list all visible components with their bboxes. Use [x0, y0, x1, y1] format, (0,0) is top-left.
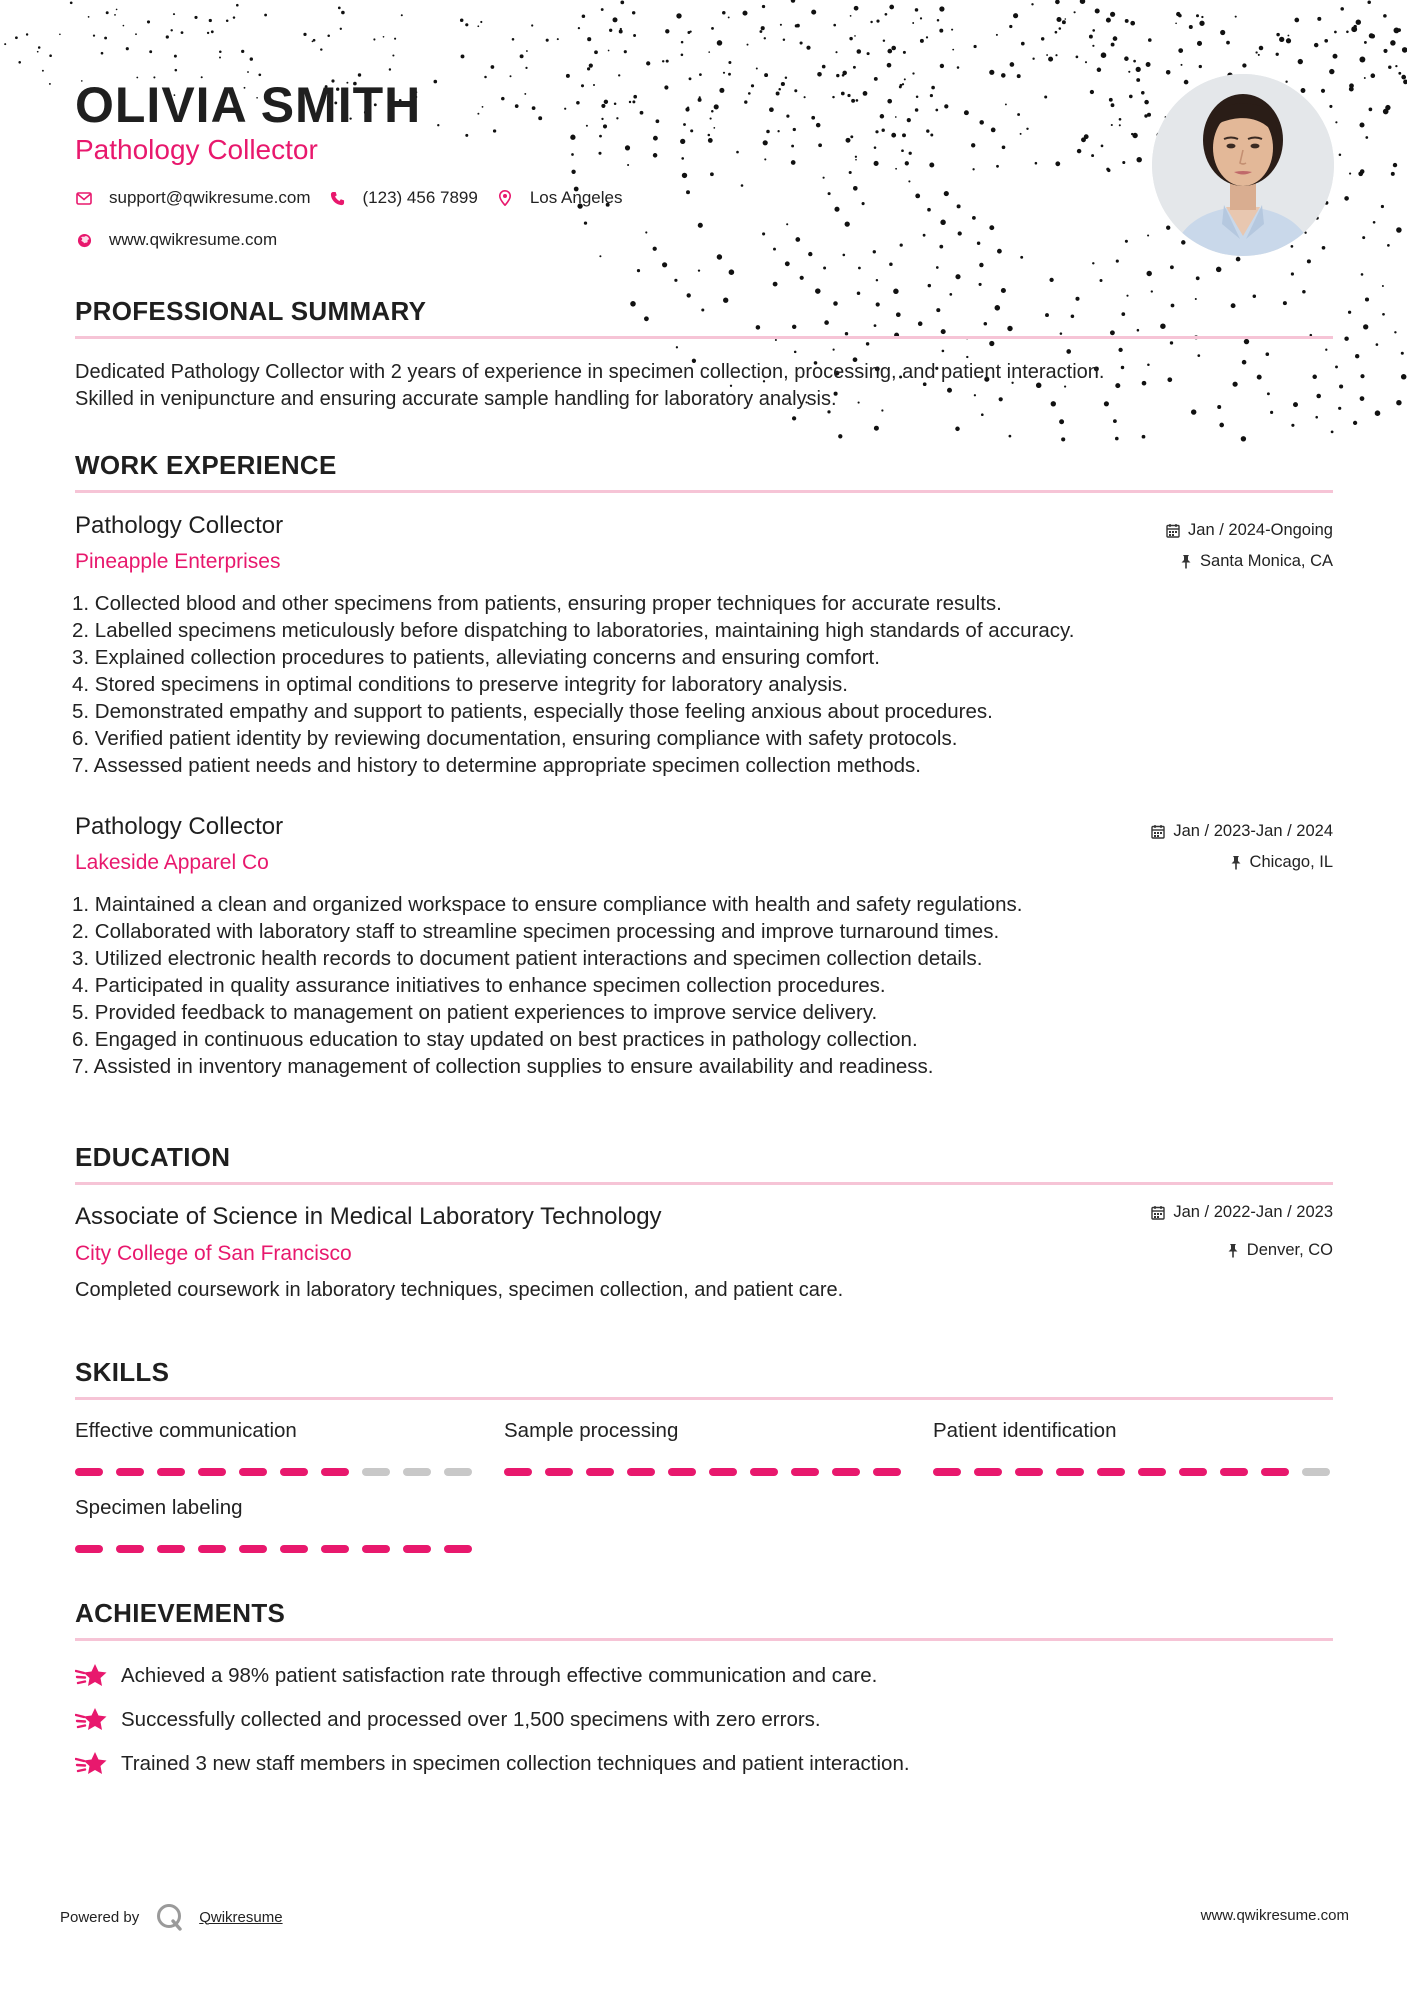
qwikresume-brand-link[interactable]: Qwikresume [199, 1908, 283, 1926]
summary-text [75, 359, 1335, 413]
skill-segment-filled [75, 1545, 103, 1553]
contact-row-primary [75, 188, 640, 208]
profile-photo [1152, 74, 1334, 256]
skill-segment-filled [709, 1468, 737, 1476]
achievement-item [75, 1662, 877, 1690]
skill-segment-filled [280, 1545, 308, 1553]
achievement-text: Successfully collected and processed over 1,500 specimens with zero errors. [121, 1708, 821, 1731]
candidate-name: OLIVIA SMITH [75, 77, 422, 133]
skill-segment-filled [444, 1545, 472, 1553]
skill-level-bar [933, 1468, 1330, 1476]
calendar-icon [1151, 824, 1165, 839]
list-item: 2. Labelled specimens meticulously before dispatching to laboratories, maintaining high standards of accuracy. [72, 619, 1075, 642]
skill-segment-filled [873, 1468, 901, 1476]
achievements-section-title: ACHIEVEMENTS [75, 1598, 286, 1628]
job-dates [1151, 822, 1333, 841]
skill-segment-filled [586, 1468, 614, 1476]
skill-segment-filled [668, 1468, 696, 1476]
skill-name: Specimen labeling [75, 1496, 243, 1519]
list-item: 1. Maintained a clean and organized workspace to ensure compliance with health and safety regulations. [72, 893, 1023, 916]
footer-branding [60, 1902, 283, 1932]
skill-segment-filled [75, 1468, 103, 1476]
education-divider [75, 1182, 1333, 1185]
skill-segment-filled [1097, 1468, 1125, 1476]
job-location [1230, 853, 1333, 872]
skill-segment-filled [157, 1545, 185, 1553]
shooting-star-icon [75, 1750, 109, 1778]
skill-segment-filled [504, 1468, 532, 1476]
achievement-item [75, 1706, 821, 1734]
education-section-title: EDUCATION [75, 1142, 231, 1172]
summary-divider [75, 336, 1333, 339]
skill-segment-empty [444, 1468, 472, 1476]
skill-segment-filled [321, 1468, 349, 1476]
education-description: Completed coursework in laboratory techniques, specimen collection, and patient care. [75, 1279, 844, 1301]
education-location [1227, 1241, 1333, 1260]
contact-row-secondary [75, 230, 295, 250]
skills-section-title: SKILLS [75, 1357, 170, 1387]
job-bullet-list [72, 590, 1342, 779]
shooting-star-icon [75, 1662, 109, 1690]
skill-segment-filled [1056, 1468, 1084, 1476]
pushpin-icon [1180, 554, 1192, 569]
powered-by-label: Powered by [60, 1908, 140, 1926]
school-name: City College of San Francisco [75, 1242, 352, 1265]
skill-segment-filled [1179, 1468, 1207, 1476]
degree-title: Associate of Science in Medical Laboratory Technology [75, 1203, 662, 1230]
candidate-role: Pathology Collector [75, 134, 318, 165]
achievement-text: Achieved a 98% patient satisfaction rate through effective communication and care. [121, 1664, 878, 1687]
qwikresume-logo-icon [155, 1902, 185, 1932]
skill-segment-filled [116, 1468, 144, 1476]
job-location-text: Santa Monica, CA [1200, 552, 1333, 570]
skill-segment-filled [750, 1468, 778, 1476]
skill-segment-filled [403, 1545, 431, 1553]
skill-segment-filled [974, 1468, 1002, 1476]
education-dates [1151, 1203, 1333, 1222]
skill-segment-filled [791, 1468, 819, 1476]
summary-line: Dedicated Pathology Collector with 2 years of experience in specimen collection, processing, and patient interaction. [75, 361, 1105, 383]
list-item: 1. Collected blood and other specimens from patients, ensuring proper techniques for accurate results. [72, 592, 1002, 615]
skill-segment-filled [832, 1468, 860, 1476]
phone-icon [329, 189, 347, 207]
experience-divider [75, 490, 1333, 493]
globe-icon [75, 231, 93, 249]
experience-section-title: WORK EXPERIENCE [75, 450, 337, 480]
skill-segment-filled [239, 1545, 267, 1553]
company-name: Lakeside Apparel Co [75, 851, 269, 874]
company-name: Pineapple Enterprises [75, 550, 281, 573]
summary-line: Skilled in venipuncture and ensuring accurate sample handling for laboratory analysis. [75, 388, 837, 410]
skill-segment-filled [1220, 1468, 1248, 1476]
list-item: 5. Provided feedback to management on patient experiences to improve service delivery. [72, 1001, 878, 1024]
skill-segment-filled [239, 1468, 267, 1476]
skill-segment-filled [933, 1468, 961, 1476]
education-location-text: Denver, CO [1246, 1241, 1333, 1259]
footer-website-link[interactable]: www.qwikresume.com [1200, 1907, 1349, 1924]
skill-level-bar [504, 1468, 901, 1476]
list-item: 4. Participated in quality assurance initiatives to enhance specimen collection procedures. [72, 974, 886, 997]
list-item: 7. Assisted in inventory management of collection supplies to ensure availability and readiness. [72, 1055, 934, 1078]
skill-segment-filled [362, 1545, 390, 1553]
job-location-text: Chicago, IL [1249, 853, 1333, 871]
skill-segment-filled [157, 1468, 185, 1476]
list-item: 6. Engaged in continuous education to stay updated on best practices in pathology collection. [72, 1028, 918, 1051]
skill-segment-empty [403, 1468, 431, 1476]
education-dates-text: Jan / 2022-Jan / 2023 [1173, 1203, 1333, 1221]
skill-segment-filled [116, 1545, 144, 1553]
job-title: Pathology Collector [75, 813, 284, 840]
phone-number[interactable]: (123) 456 7899 [362, 188, 478, 207]
list-item: 7. Assessed patient needs and history to determine appropriate specimen collection methods. [72, 754, 921, 777]
achievements-divider [75, 1638, 1333, 1641]
calendar-icon [1166, 523, 1180, 538]
website-link[interactable]: www.qwikresume.com [109, 230, 278, 249]
skill-segment-filled [545, 1468, 573, 1476]
job-dates [1166, 521, 1333, 540]
skill-segment-filled [1138, 1468, 1166, 1476]
job-title: Pathology Collector [75, 512, 284, 539]
job-dates-text: Jan / 2024-Ongoing [1188, 521, 1333, 539]
skill-name: Sample processing [504, 1419, 679, 1442]
email-icon [75, 189, 93, 207]
summary-section-title: PROFESSIONAL SUMMARY [75, 296, 427, 326]
skills-divider [75, 1397, 1333, 1400]
skill-segment-filled [280, 1468, 308, 1476]
pushpin-icon [1230, 855, 1242, 870]
job-location [1180, 552, 1333, 571]
skill-segment-filled [198, 1468, 226, 1476]
shooting-star-icon [75, 1706, 109, 1734]
list-item: 4. Stored specimens in optimal conditions to preserve integrity for laboratory analysis. [72, 673, 848, 696]
location-text: Los Angeles [529, 188, 623, 207]
achievement-item [75, 1750, 910, 1778]
skill-segment-empty [1302, 1468, 1330, 1476]
list-item: 6. Verified patient identity by reviewing documentation, ensuring compliance with safety protocols. [72, 727, 958, 750]
job-bullet-list [72, 891, 1342, 1080]
list-item: 3. Utilized electronic health records to document patient interactions and specimen collection details. [72, 947, 983, 970]
list-item: 5. Demonstrated empathy and support to patients, especially those feeling anxious about procedures. [72, 700, 993, 723]
skill-name: Effective communication [75, 1419, 297, 1442]
achievement-text: Trained 3 new staff members in specimen collection techniques and patient interaction. [121, 1752, 910, 1775]
skill-segment-empty [362, 1468, 390, 1476]
pushpin-icon [1227, 1243, 1239, 1258]
skill-level-bar [75, 1468, 472, 1476]
job-dates-text: Jan / 2023-Jan / 2024 [1173, 822, 1333, 840]
skill-level-bar [75, 1545, 472, 1553]
email-link[interactable]: support@qwikresume.com [109, 188, 311, 207]
skill-segment-filled [1015, 1468, 1043, 1476]
skill-name: Patient identification [933, 1419, 1117, 1442]
list-item: 2. Collaborated with laboratory staff to streamline specimen processing and improve turnaround times. [72, 920, 1000, 943]
skill-segment-filled [321, 1545, 349, 1553]
skill-segment-filled [1261, 1468, 1289, 1476]
skill-segment-filled [198, 1545, 226, 1553]
location-pin-icon [496, 189, 514, 207]
list-item: 3. Explained collection procedures to patients, alleviating concerns and ensuring comfort. [72, 646, 880, 669]
calendar-icon [1151, 1205, 1165, 1220]
skill-segment-filled [627, 1468, 655, 1476]
